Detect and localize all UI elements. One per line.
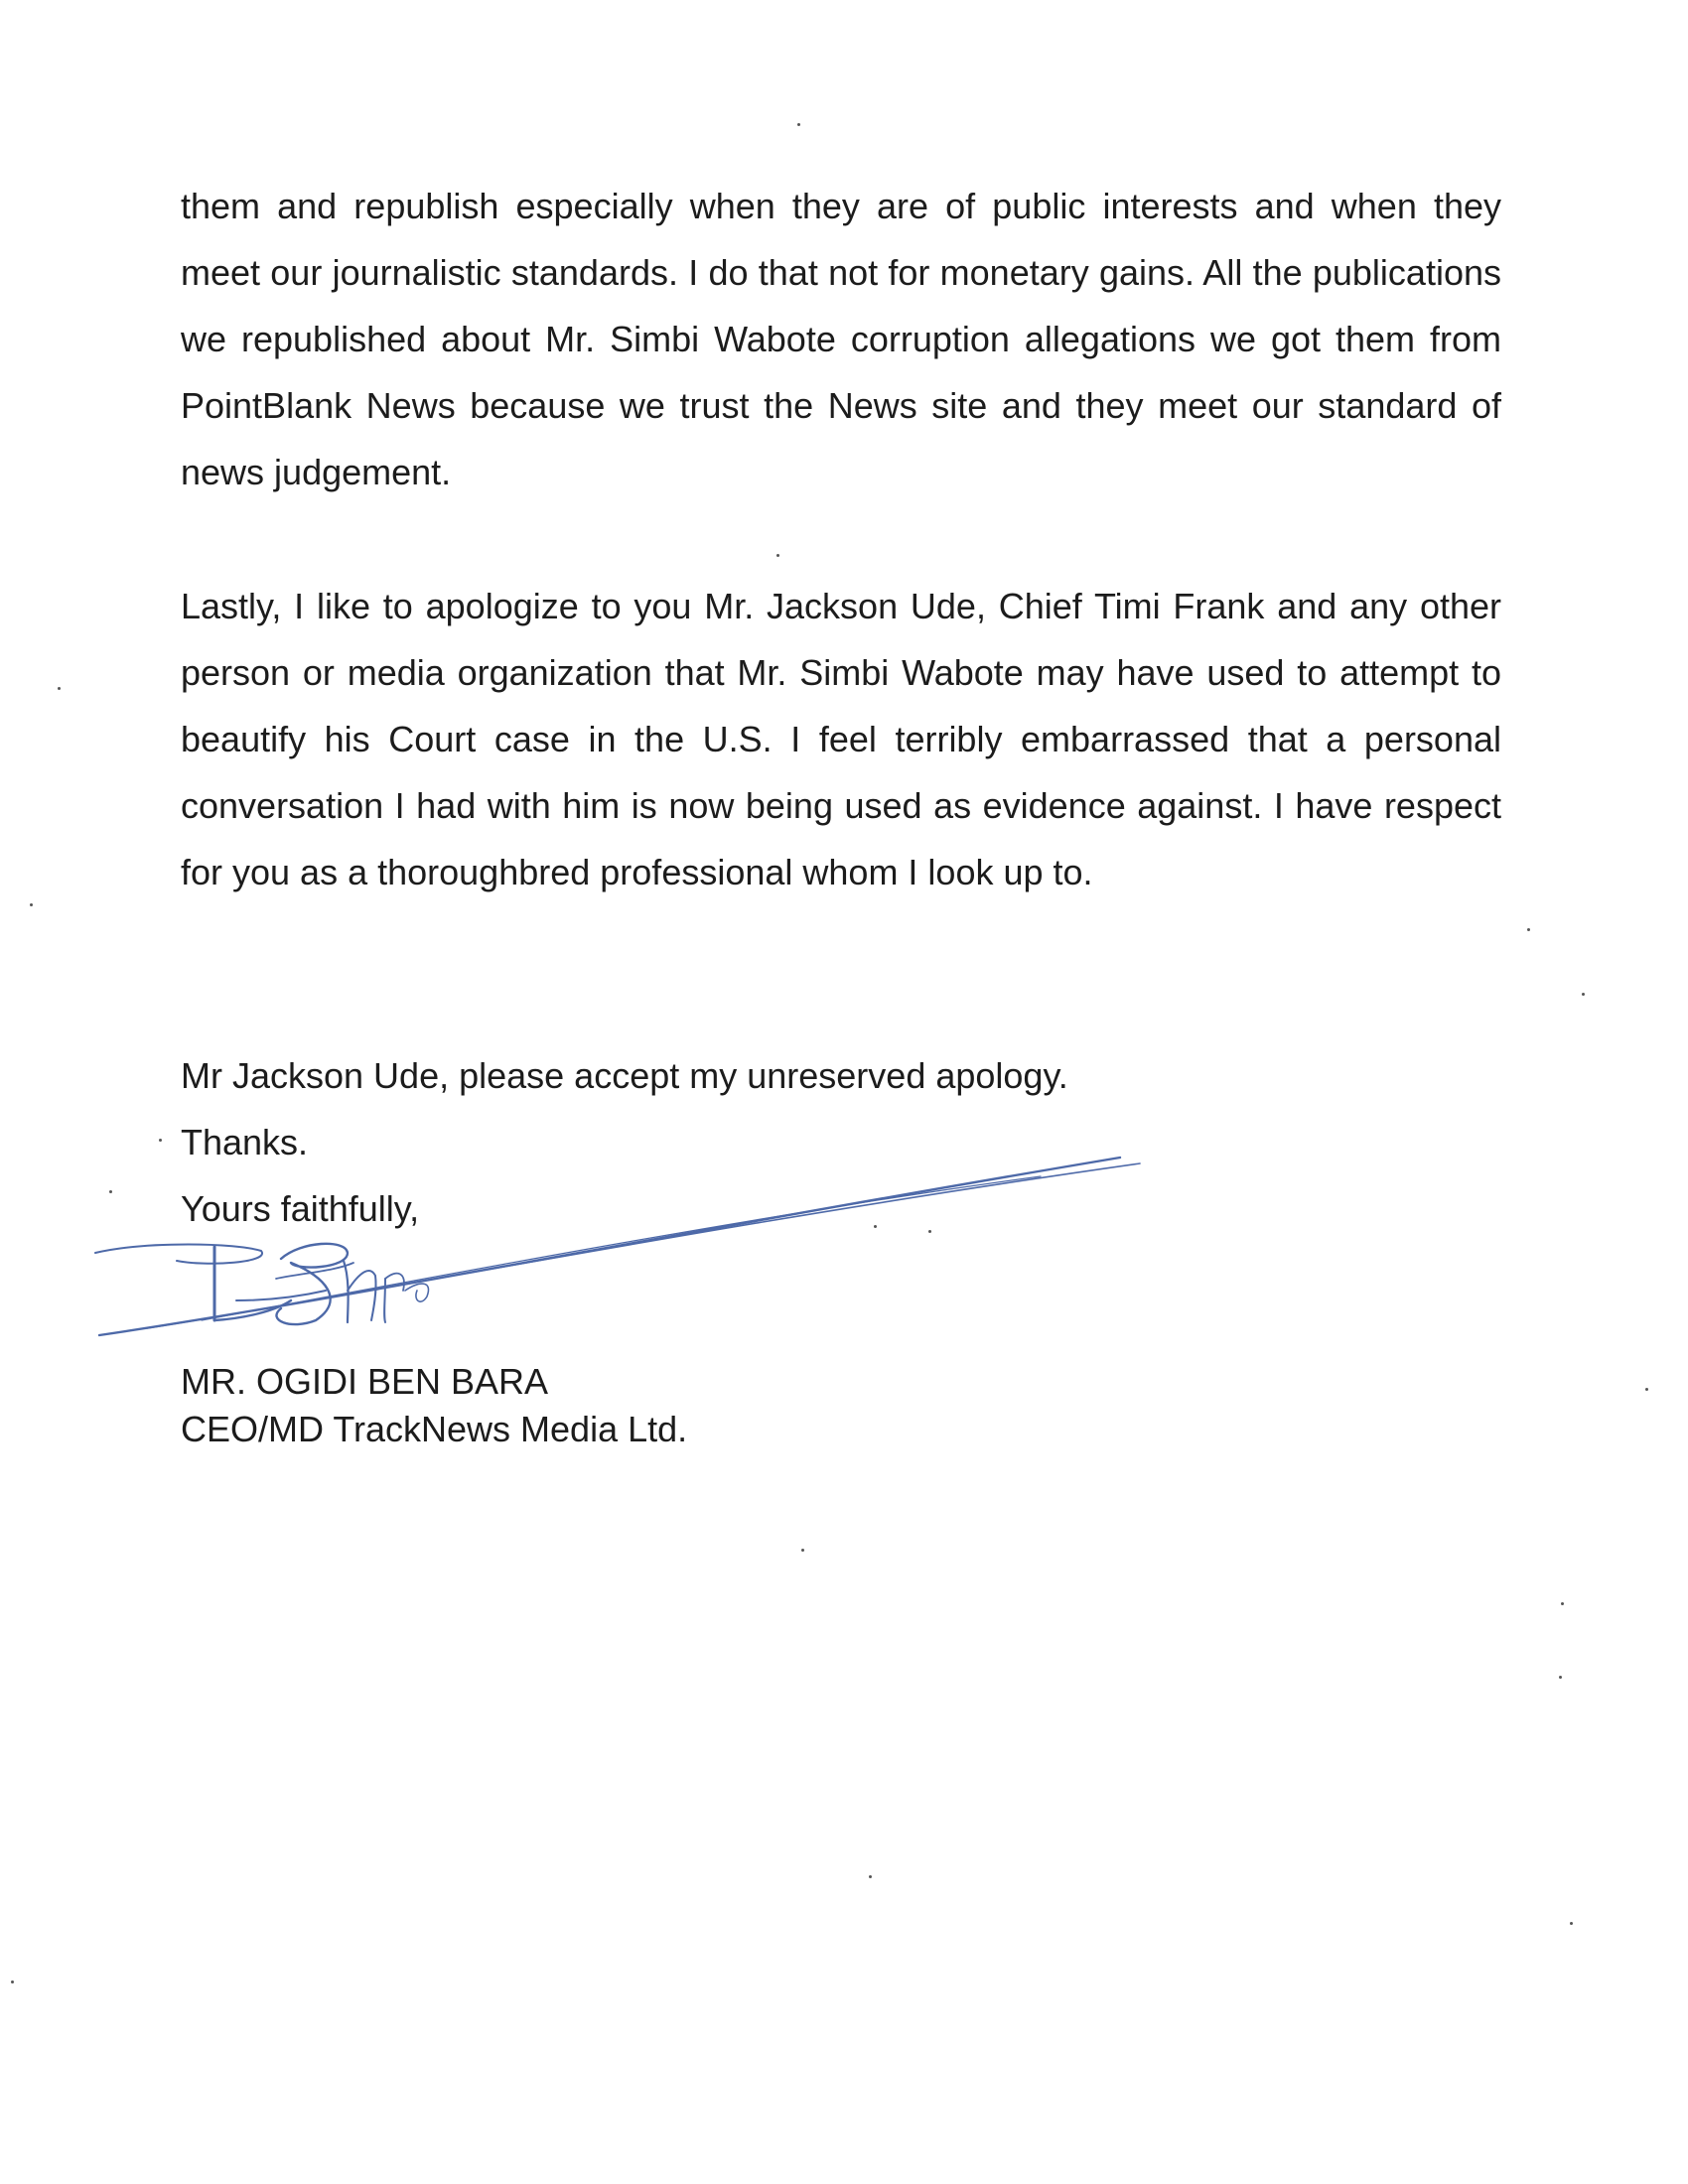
scan-speck xyxy=(11,1980,14,1983)
closing-line: Mr Jackson Ude, please accept my unreserved apology. xyxy=(181,1055,1068,1096)
scan-speck xyxy=(58,687,61,690)
scan-speck xyxy=(928,1230,931,1233)
scan-speck xyxy=(869,1875,872,1878)
scan-speck xyxy=(1582,993,1585,996)
scan-speck xyxy=(797,123,800,126)
scan-speck xyxy=(776,554,779,557)
signer-name: MR. OGIDI BEN BARA xyxy=(181,1361,549,1402)
thanks-line: Thanks. xyxy=(181,1122,309,1162)
body-paragraph-apology: Lastly, I like to apologize to you Mr. Jackson Ude, Chief Timi Frank and any other person or media organization that Mr. Simbi Wabote may have used to attempt to beautify his Court case in the U.S. I feel terribly embarrassed that a personal conversation I had with him is now being used as evidence against. I have respect for you as a thoroughbred professional whom I look up to. xyxy=(181,586,1501,892)
body-paragraph-continuation: them and republish especially when they are of public interests and when they meet our journalistic standards. I do that not for monetary gains. All the publications we republished about Mr. Simbi Wabote corruption allegations we got them from PointBlank News because we trust the News site and they meet our standard of news judgement. xyxy=(181,186,1501,492)
scan-speck xyxy=(1570,1922,1573,1925)
scan-speck xyxy=(1561,1602,1564,1605)
valediction: Yours faithfully, xyxy=(181,1188,420,1229)
handwritten-signature xyxy=(87,1152,1180,1370)
scan-speck xyxy=(874,1225,877,1228)
scan-speck xyxy=(801,1549,804,1552)
scan-speck xyxy=(159,1139,162,1142)
scan-speck xyxy=(1559,1676,1562,1679)
signer-title: CEO/MD TrackNews Media Ltd. xyxy=(181,1409,688,1449)
scan-speck xyxy=(30,903,33,906)
scan-speck xyxy=(1527,928,1530,931)
scan-speck xyxy=(1645,1388,1648,1391)
scan-speck xyxy=(109,1190,112,1193)
